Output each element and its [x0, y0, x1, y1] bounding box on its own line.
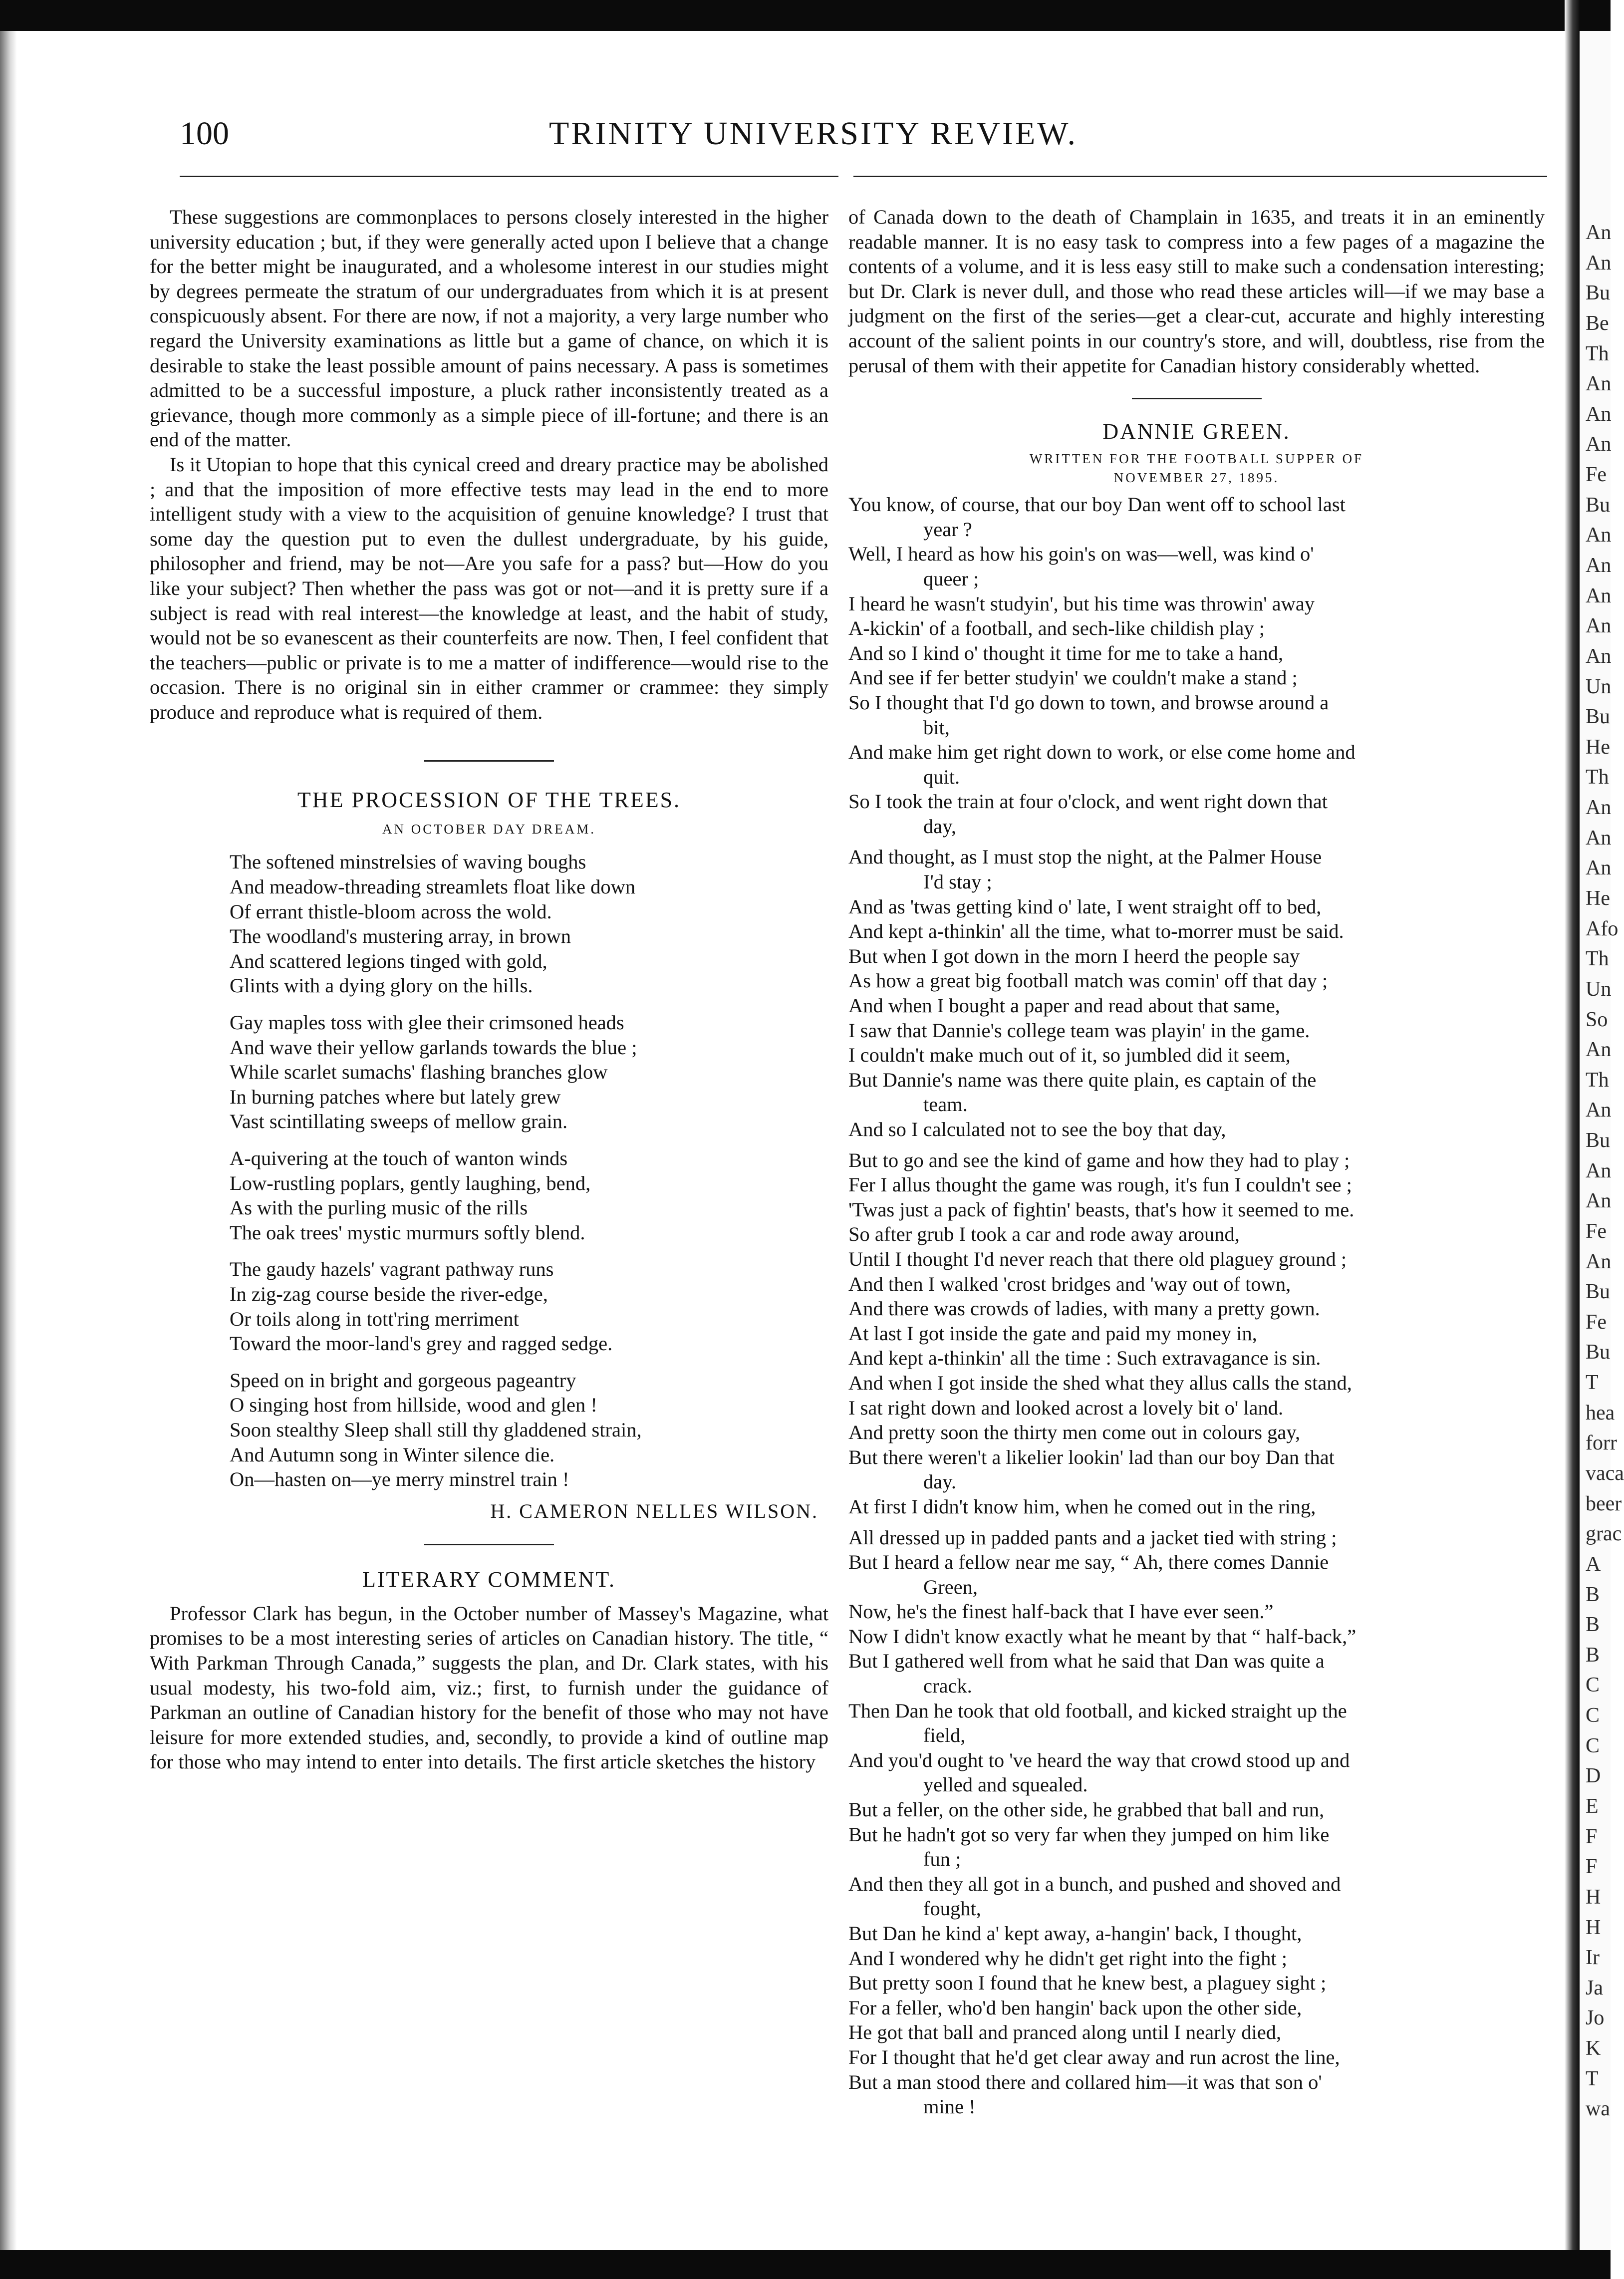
left-column [150, 205, 828, 2221]
adjacent-page-text: An [1586, 1189, 1612, 1213]
scan-top-border [0, 0, 1611, 31]
poem-line: A-quivering at the touch of wanton winds [230, 1147, 568, 1169]
verse-text: And kept a-thinkin' all the time, what to-morrer must be said. [848, 920, 1344, 943]
verse-line [848, 492, 1545, 542]
adjacent-page-text: An [1586, 554, 1612, 577]
adjacent-page-text: Ja [1586, 1976, 1603, 1999]
verse-text: At last I got inside the gate and paid my money in, [848, 1322, 1257, 1345]
adjacent-page-text: He [1586, 886, 1610, 910]
verse-line [848, 616, 1545, 641]
adjacent-page-text: E [1586, 1795, 1599, 1818]
verse-line [848, 1699, 1545, 1748]
adjacent-page-text: An [1586, 221, 1612, 244]
poem-line: Of errant thistle-bloom across the wold. [230, 900, 552, 923]
verse-line [848, 1822, 1545, 1872]
verse-text: But to go and see the kind of game and how they had to play ; [848, 1148, 1350, 1171]
adjacent-page-text: Bu [1586, 493, 1611, 517]
verse-line [848, 2070, 1545, 2119]
header-rule-right [853, 176, 1547, 177]
right-column [848, 205, 1545, 2221]
poem-line: As with the purling music of the rills [230, 1196, 528, 1219]
verse-line [848, 1296, 1545, 1321]
verse-line [848, 1525, 1545, 1550]
verse-line [848, 1649, 1545, 1698]
journal-title: TRINITY UNIVERSITY REVIEW. [549, 115, 1078, 152]
verse-text: So I thought that I'd go down to town, and browse around a [848, 691, 1329, 714]
verse-turnover: team. [923, 1093, 968, 1116]
verse-text: But there weren't a likelier lookin' lad than our boy Dan that [848, 1445, 1335, 1468]
adjacent-page-text: beer [1586, 1492, 1622, 1515]
verse-text: For a feller, who'd ben hangin' back upon the other side, [848, 1996, 1302, 2019]
verse-text: But pretty soon I found that he knew best, a plaguey sight ; [848, 1972, 1327, 1994]
adjacent-page-text: An [1586, 1038, 1612, 1062]
verse-turnover: quit. [923, 765, 960, 788]
poem-line: While scarlet sumachs' flashing branches glow [230, 1061, 608, 1084]
adjacent-page-text: A [1586, 1552, 1601, 1576]
verse-line [848, 1550, 1545, 1599]
poem-line: Low-rustling poplars, gently laughing, bend, [230, 1171, 591, 1194]
verse-turnover: fun ; [923, 1848, 961, 1871]
verse-text: But a man stood there and collared him—it was that son o' [848, 2070, 1322, 2093]
poem-line: Gay maples toss with glee their crimsoned heads [230, 1011, 624, 1034]
verse-text: I saw that Dannie's college team was playin' in the game. [848, 1019, 1310, 1042]
verse-line [848, 919, 1545, 944]
adjacent-page-text: Be [1586, 311, 1609, 335]
poem-line: And wave their yellow garlands towards the blue ; [230, 1036, 637, 1059]
scan-bottom-border [0, 2250, 1611, 2279]
adjacent-page-text: Un [1586, 675, 1612, 698]
verse-line [848, 1148, 1545, 1173]
verse-text: And kept a-thinkin' all the time : Such extravagance is sin. [848, 1347, 1321, 1370]
adjacent-page-text: T [1586, 2067, 1599, 2090]
verse-text: Now, he's the finest half-back that I have ever seen.” [848, 1600, 1274, 1623]
adjacent-page-text: B [1586, 1643, 1600, 1667]
adjacent-page-text: B [1586, 1583, 1600, 1606]
verse-text: But a feller, on the other side, he grabbed that ball and run, [848, 1798, 1325, 1821]
verse-line [848, 1043, 1545, 1068]
verse-text: So after grub I took a car and rode away around, [848, 1223, 1240, 1246]
verse-line [848, 944, 1545, 969]
verse-line [848, 1995, 1545, 2020]
adjacent-page-text: Bu [1586, 1341, 1611, 1364]
poem-line: The woodland's mustering array, in brown [230, 925, 571, 948]
adjacent-page-text: An [1586, 856, 1612, 880]
adjacent-page-text: Bu [1586, 705, 1611, 729]
adjacent-page-text: Bu [1586, 1280, 1611, 1304]
verse-text: And as 'twas getting kind o' late, I went straight off to bed, [848, 895, 1322, 918]
verse-text: I couldn't make much out of it, so jumbled did it seem, [848, 1044, 1291, 1067]
verse-text: And thought, as I must stop the night, at the Palmer House [848, 846, 1322, 868]
essay-paragraph: Is it Utopian to hope that this cynical creed and dreary practice may be abolished ; and that the imposition of more effective tests may lead in the end to more intelligent study with a view to the acquisition of genuine knowledge? I trust that some day the question put to even the dullest undergraduate, by his guide, philosopher and friend, may be not—Are you safe for a pass? but—How do you like your subject? Then whether the pass was got or not—and it is pretty sure if a subject is read with real interest—the knowledge at least, and the habit of study, would not be so evanescent as their counterfeits are now. Then, I feel confident that the teachers—public or private is to me a matter of indifference—would rise to the occasion. There is no original sin in either crammer or crammee: they simply produce and reproduce what is required of them. [150, 453, 828, 723]
poem-author: H. CAMERON NELLES WILSON. [490, 1499, 818, 1522]
adjacent-page-text: Bu [1586, 1129, 1611, 1152]
poem-line: Toward the moor-land's grey and ragged sedge. [230, 1332, 613, 1355]
adjacent-page-text: H [1586, 1916, 1601, 1939]
poem-line: In burning patches where but lately grew [230, 1085, 561, 1108]
verse-line [848, 1872, 1545, 1921]
verse-text: A-kickin' of a football, and sech-like childish play ; [848, 617, 1265, 640]
poem-body [848, 492, 1545, 2119]
verse-text: But I heard a fellow near me say, “ Ah, there comes Dannie [848, 1551, 1329, 1574]
book-gutter [1565, 0, 1580, 2279]
adjacent-page-text: Fe [1586, 1310, 1607, 1334]
verse-line [848, 641, 1545, 666]
verse-text: And so I kind o' thought it time for me to take a hand, [848, 641, 1284, 664]
verse-text: I sat right down and looked acrost a lovely bit o' land. [848, 1396, 1284, 1419]
poem-line: And scattered legions tinged with gold, [230, 949, 547, 972]
verse-line [848, 1624, 1545, 1649]
verse-line [848, 1346, 1545, 1371]
poem-title: THE PROCESSION OF THE TREES. [297, 788, 681, 813]
adjacent-page-text: An [1586, 1250, 1612, 1273]
adjacent-page-text: Un [1586, 977, 1612, 1001]
adjacent-page-text: An [1586, 372, 1612, 396]
verse-line [848, 1797, 1545, 1822]
poem-subtitle: AN OCTOBER DAY DREAM. [382, 822, 596, 837]
verse-text: And there was crowds of ladies, with many a pretty gown. [848, 1297, 1320, 1320]
verse-turnover: I'd stay ; [923, 870, 992, 893]
poem-line: The softened minstrelsies of waving boughs [230, 851, 586, 873]
verse-line [848, 1272, 1545, 1297]
verse-line [848, 1396, 1545, 1421]
adjacent-page-text: An [1586, 1099, 1612, 1122]
scan-left-edge [0, 31, 17, 2250]
poem-stanza [230, 1257, 828, 1356]
verse-line [848, 968, 1545, 993]
poem-stanza [230, 1146, 828, 1245]
verse-text: At first I didn't know him, when he comed out in the ring, [848, 1495, 1316, 1518]
verse-line [848, 1420, 1545, 1445]
verse-text: And then they all got in a bunch, and pushed and shoved and [848, 1872, 1341, 1895]
adjacent-page-text: F [1586, 1825, 1598, 1848]
verse-line [848, 591, 1545, 616]
verse-line [848, 1599, 1545, 1624]
verse-line [848, 1197, 1545, 1222]
verse-text: But Dan he kind a' kept away, a-hangin' back, I thought, [848, 1922, 1302, 1945]
verse-line [848, 1946, 1545, 1971]
adjacent-page-text: He [1586, 735, 1610, 759]
poem-line: Vast scintillating sweeps of mellow grain. [230, 1110, 568, 1133]
adjacent-page-text: C [1586, 1704, 1600, 1727]
poem-stanza [230, 1368, 828, 1492]
verse-line [848, 845, 1545, 894]
verse-text: Then Dan he took that old football, and kicked straight up the [848, 1699, 1347, 1722]
verse-turnover: fought, [923, 1897, 981, 1920]
verse-line [848, 1371, 1545, 1396]
verse-text: But I gathered well from what he said that Dan was quite a [848, 1650, 1325, 1673]
poem-title: DANNIE GREEN. [1102, 419, 1291, 444]
verse-text: 'Twas just a pack of fightin' beasts, that's how it seemed to me. [848, 1198, 1354, 1221]
verse-turnover: crack. [923, 1675, 972, 1698]
verse-turnover: mine ! [923, 2095, 976, 2118]
verse-text: You know, of course, that our boy Dan went off to school last [848, 493, 1346, 516]
poem-stanza [230, 850, 828, 998]
verse-text: Until I thought I'd never reach that there old plaguey ground ; [848, 1247, 1347, 1270]
verse-text: But when I got down in the morn I heerd the people say [848, 944, 1300, 967]
literary-comment-text: Professor Clark has begun, in the October number of Massey's Magazine, what promises to be a most interesting series of articles on Canadian history. The title, “ With Parkman Through Canada,” suggests the plan, and Dr. Clark states, with his usual modesty, his two-fold aim, viz.; first, to furnish under the guidance of Parkman an outline of Canadian history for the benefit of those who may not have leisure for more extended studies, and, secondly, to provide a kind of outline map for those who may intend to enter into details. The first article sketches the history [150, 1602, 828, 1773]
verse-line [848, 740, 1545, 789]
adjacent-page-text: vaca [1586, 1462, 1624, 1485]
verse-line [848, 542, 1545, 591]
verse-line [848, 1222, 1545, 1247]
poem-line: Or toils along in tott'ring merriment [230, 1307, 519, 1330]
verse-turnover: year ? [923, 518, 972, 541]
poem-date: NOVEMBER 27, 1895. [1113, 470, 1280, 486]
adjacent-page-text: An [1586, 644, 1612, 668]
essay-paragraph: These suggestions are commonplaces to persons closely interested in the higher university education ; but, if they were generally acted upon I believe that a change for the better might be inaugurated, and a wholesome interest in our studies might by degrees permeate the stratum of our undergraduates from which it is at present conspicuously absent. For there are now, if not a majority, a very large number who regard the University examinations as little but a game of chance, on which it is desirable to stake the least possible amount of pains necessary. A pass is sometimes admitted to be a successful imposture, a pluck rather inconsistently treated as a grievance, though more commonly as a simple piece of ill-fortune; and there is an end of the matter. [150, 206, 828, 451]
adjacent-page-text: H [1586, 1885, 1601, 1909]
poem-line: In zig-zag course beside the river-edge, [230, 1282, 548, 1305]
page-number: 100 [180, 115, 229, 152]
adjacent-page-text: Fe [1586, 1219, 1607, 1243]
literary-comment-continued: of Canada down to the death of Champlain in 1635, and treats it in an eminently readable manner. It is no easy task to compress into a few pages of a magazine the contents of a volume, and it is less easy still to make such a condensation interesting; but Dr. Clark is never dull, and those who read these articles will—if we may base a judgment on the first of the series—get a clear-cut, accurate and highly interesting account of the salient points in our country's store, and will, doubtless, rise from the perusal of them with their appetite for Canadian history considerably whetted. [848, 206, 1545, 377]
adjacent-page-text: C [1586, 1674, 1600, 1697]
verse-text: And so I calculated not to see the boy that day, [848, 1118, 1226, 1140]
adjacent-page-text: K [1586, 2037, 1601, 2060]
adjacent-page-text: An [1586, 402, 1612, 426]
poem-line: The oak trees' mystic murmurs softly blend. [230, 1221, 585, 1244]
poem-line: Soon stealthy Sleep shall still thy gladdened strain, [230, 1418, 642, 1441]
verse-line [848, 1172, 1545, 1197]
verse-line [848, 1921, 1545, 1946]
poem-line: Glints with a dying glory on the hills. [230, 974, 533, 997]
verse-text: I heard he wasn't studyin', but his time was throwin' away [848, 592, 1315, 615]
verse-turnover: Green, [923, 1575, 978, 1598]
adjacent-page-text: B [1586, 1613, 1600, 1637]
poem-line: And meadow-threading streamlets float like down [230, 875, 636, 898]
adjacent-page-text: Afo [1586, 917, 1619, 940]
verse-text: But he hadn't got so very far when they jumped on him like [848, 1823, 1330, 1846]
verse-line [848, 1018, 1545, 1043]
verse-turnover: field, [923, 1724, 966, 1747]
adjacent-page-text: Jo [1586, 2006, 1605, 2030]
verse-line [848, 1971, 1545, 1995]
verse-text: And when I bought a paper and read about that same, [848, 994, 1280, 1017]
verse-text: For I thought that he'd get clear away and run acrost the line, [848, 2045, 1340, 2068]
poem-line: And Autumn song in Winter silence die. [230, 1443, 555, 1466]
verse-text: And then I walked 'crost bridges and 'way out of town, [848, 1272, 1291, 1295]
verse-line [848, 1247, 1545, 1272]
verse-text: All dressed up in padded pants and a jacket tied with string ; [848, 1526, 1337, 1549]
verse-text: Now I didn't know exactly what he meant by that “ half-back,” [848, 1625, 1356, 1648]
verse-line [848, 1445, 1545, 1494]
verse-turnover: day, [923, 815, 956, 838]
verse-turnover: yelled and squealed. [923, 1773, 1088, 1796]
verse-text: And when I got inside the shed what they allus calls the stand, [848, 1371, 1352, 1394]
verse-text: And you'd ought to 've heard the way that crowd stood up and [848, 1748, 1350, 1771]
adjacent-page-text: Bu [1586, 282, 1611, 305]
adjacent-page-fragment [1580, 31, 1624, 2250]
section-title: LITERARY COMMENT. [362, 1567, 616, 1592]
verse-line [848, 993, 1545, 1018]
header-rule-left [180, 176, 838, 177]
verse-text: And see if fer better studyin' we couldn't make a stand ; [848, 666, 1298, 689]
adjacent-page-text: Th [1586, 1068, 1609, 1092]
adjacent-page-text: An [1586, 826, 1612, 850]
verse-text: And pretty soon the thirty men come out in colours gay, [848, 1421, 1301, 1444]
adjacent-page-text: An [1586, 433, 1612, 456]
verse-line [848, 1748, 1545, 1797]
adjacent-page-text: An [1586, 524, 1612, 547]
verse-text: As how a great big football match was comin' off that day ; [848, 969, 1328, 992]
poem-line: O singing host from hillside, wood and glen ! [230, 1394, 597, 1417]
verse-text: So I took the train at four o'clock, and went right down that [848, 790, 1328, 813]
verse-line [848, 690, 1545, 740]
adjacent-page-text: An [1586, 614, 1612, 638]
verse-line [848, 894, 1545, 919]
poem-line: Speed on in bright and gorgeous pageantry [230, 1369, 576, 1392]
verse-line [848, 1321, 1545, 1346]
verse-text: He got that ball and pranced along until I nearly died, [848, 2021, 1282, 2044]
adjacent-page-text: grac [1586, 1522, 1622, 1546]
verse-line [848, 2045, 1545, 2070]
verse-turnover: bit, [923, 716, 950, 739]
poem-stanza [230, 1010, 828, 1134]
verse-turnover: queer ; [923, 567, 979, 590]
verse-line [848, 1068, 1545, 1117]
verse-line [848, 789, 1545, 839]
adjacent-page-text: Th [1586, 766, 1609, 789]
adjacent-page-text: So [1586, 1008, 1608, 1031]
verse-text: And I wondered why he didn't get right into the fight ; [848, 1947, 1288, 1970]
adjacent-page-text: An [1586, 584, 1612, 607]
adjacent-page-text: hea [1586, 1401, 1615, 1424]
verse-line [848, 2020, 1545, 2045]
adjacent-page-text: forr [1586, 1431, 1617, 1455]
verse-text: Well, I heard as how his goin's on was—well, was kind o' [848, 543, 1314, 566]
verse-line [848, 1117, 1545, 1142]
adjacent-page-text: An [1586, 1159, 1612, 1182]
verse-text: But Dannie's name was there quite plain, es captain of the [848, 1068, 1317, 1091]
adjacent-page-text: F [1586, 1855, 1598, 1879]
poem-line: The gaudy hazels' vagrant pathway runs [230, 1258, 554, 1281]
adjacent-page-text: An [1586, 251, 1612, 275]
verse-line [848, 1494, 1545, 1519]
verse-line [848, 665, 1545, 690]
adjacent-page-text: D [1586, 1764, 1601, 1788]
poem-body [150, 850, 828, 1491]
adjacent-page-text: wa [1586, 2097, 1610, 2121]
verse-text: Fer I allus thought the game was rough, it's fun I couldn't see ; [848, 1173, 1352, 1196]
adjacent-page-text: Th [1586, 342, 1609, 365]
page-header [180, 115, 1128, 165]
adjacent-page-text: T [1586, 1371, 1599, 1395]
verse-turnover: day. [923, 1470, 956, 1493]
verse-text: And make him get right down to work, or else come home and [848, 741, 1355, 764]
adjacent-page-text: Ir [1586, 1946, 1600, 1970]
poem-line: On—hasten on—ye merry minstrel train ! [230, 1468, 569, 1491]
adjacent-page-text: Th [1586, 947, 1609, 971]
adjacent-page-text: C [1586, 1734, 1600, 1757]
adjacent-page-text: An [1586, 796, 1612, 820]
adjacent-page-text: Fe [1586, 463, 1607, 487]
poem-subtitle: WRITTEN FOR THE FOOTBALL SUPPER OF [1029, 451, 1364, 467]
